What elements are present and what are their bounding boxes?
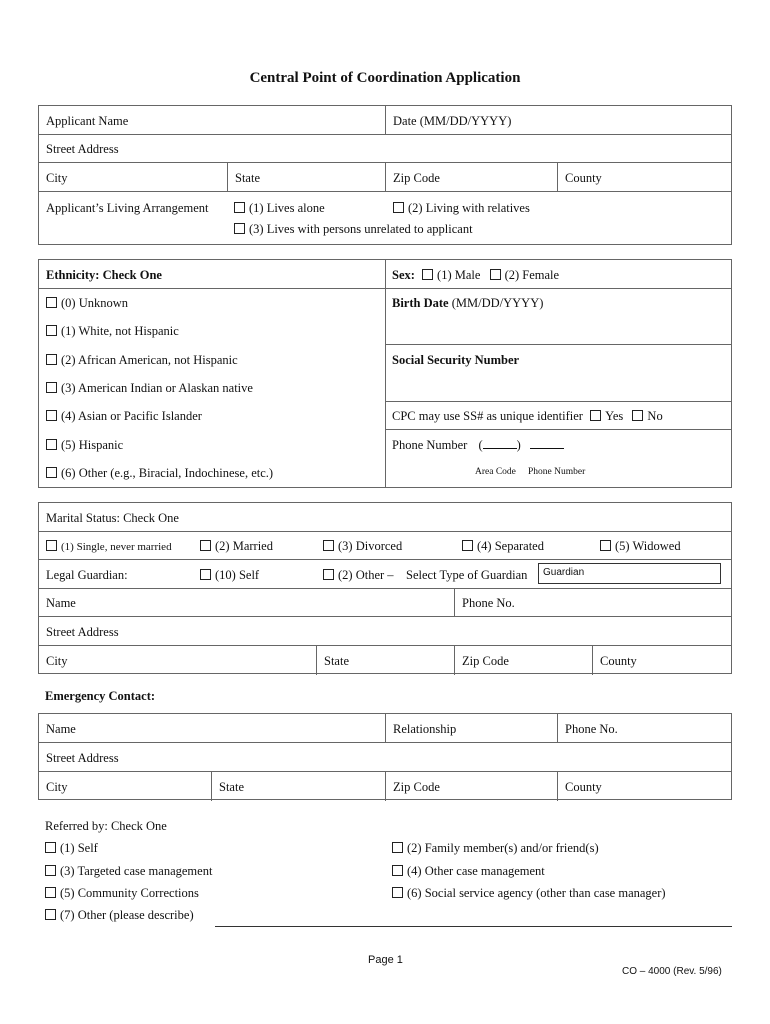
checkbox[interactable] xyxy=(392,865,403,876)
emergency-name-cell[interactable] xyxy=(39,714,385,742)
guardian-type-label: Select Type of Guardian xyxy=(406,568,528,582)
applicant-state-label: State xyxy=(235,171,260,185)
living-option-alone[interactable]: (1) Lives alone xyxy=(234,201,325,216)
applicant-name-row xyxy=(39,106,731,135)
emergency-contact-section xyxy=(38,713,732,800)
applicant-county-cell[interactable] xyxy=(557,163,731,191)
ethnicity-option-american-indian[interactable]: (3) American Indian or Alaskan native xyxy=(46,381,253,396)
checkbox[interactable] xyxy=(392,842,403,853)
applicant-city-row xyxy=(39,163,731,192)
row-divider xyxy=(385,429,731,430)
living-option-relatives[interactable]: (2) Living with relatives xyxy=(393,201,530,216)
ethnicity-heading: Ethnicity: Check One xyxy=(46,268,162,282)
phone-number-blank[interactable] xyxy=(530,448,564,449)
marital-option-separated[interactable]: (4) Separated xyxy=(462,539,544,554)
guardian-city-label: City xyxy=(46,654,68,668)
checkbox[interactable] xyxy=(392,887,403,898)
checkbox[interactable] xyxy=(234,202,245,213)
checkbox[interactable] xyxy=(46,439,57,450)
checkbox[interactable] xyxy=(590,410,601,421)
checkbox[interactable] xyxy=(200,569,211,580)
applicant-zip-label: Zip Code xyxy=(393,171,440,185)
applicant-date-cell[interactable] xyxy=(385,106,731,134)
guardian-state-label: State xyxy=(324,654,349,668)
marital-option-divorced[interactable]: (3) Divorced xyxy=(323,539,402,554)
marital-heading: Marital Status: Check One xyxy=(46,511,179,525)
checkbox[interactable] xyxy=(45,865,56,876)
checkbox[interactable] xyxy=(323,540,334,551)
referred-option-targeted-case[interactable]: (3) Targeted case management xyxy=(45,864,212,879)
emergency-state-cell[interactable] xyxy=(211,772,385,801)
marital-options-row xyxy=(39,532,731,560)
referred-option-other-case[interactable]: (4) Other case management xyxy=(392,864,545,879)
emergency-phone-cell[interactable] xyxy=(557,714,731,742)
marital-option-married[interactable]: (2) Married xyxy=(200,539,273,554)
checkbox[interactable] xyxy=(46,467,57,478)
emergency-contact-heading: Emergency Contact: xyxy=(45,689,156,703)
guardian-city-row xyxy=(39,646,731,675)
legal-guardian-label: Legal Guardian: xyxy=(46,568,128,582)
checkbox[interactable] xyxy=(46,354,57,365)
ssn-label: Social Security Number xyxy=(392,353,520,367)
guardian-street-label: Street Address xyxy=(46,625,119,639)
checkbox[interactable] xyxy=(490,269,501,280)
applicant-date-label: Date (MM/DD/YYYY) xyxy=(393,114,512,128)
ethnicity-option-asian[interactable]: (4) Asian or Pacific Islander xyxy=(46,409,202,424)
marital-option-single[interactable]: (1) Single, never married xyxy=(46,539,172,554)
guardian-zip-cell[interactable] xyxy=(454,646,592,675)
emergency-name-label: Name xyxy=(46,722,76,736)
guardian-name-cell[interactable] xyxy=(39,589,454,616)
sex-option-male[interactable]: (1) Male xyxy=(422,268,480,282)
referred-option-social-service[interactable]: (6) Social service agency (other than case manager) xyxy=(392,886,666,901)
checkbox[interactable] xyxy=(46,410,57,421)
guardian-phone-cell[interactable] xyxy=(454,589,731,616)
emergency-name-row xyxy=(39,714,731,743)
living-option-unrelated[interactable]: (3) Lives with persons unrelated to applicant xyxy=(234,222,473,237)
checkbox[interactable] xyxy=(45,887,56,898)
emergency-relationship-cell[interactable] xyxy=(385,714,557,742)
ethnicity-option-hispanic[interactable]: (5) Hispanic xyxy=(46,438,123,453)
phone-label: Phone Number xyxy=(392,438,468,452)
sex-option-female[interactable]: (2) Female xyxy=(490,268,560,282)
checkbox[interactable] xyxy=(45,909,56,920)
row-divider xyxy=(385,344,731,345)
birth-date-label: Birth Date xyxy=(392,296,449,310)
phone-field[interactable] xyxy=(392,438,564,453)
emergency-street-label: Street Address xyxy=(46,751,119,765)
guardian-county-label: County xyxy=(600,654,637,668)
checkbox[interactable] xyxy=(46,540,57,551)
referred-option-corrections[interactable]: (5) Community Corrections xyxy=(45,886,199,901)
emergency-state-label: State xyxy=(219,780,244,794)
emergency-county-cell[interactable] xyxy=(557,772,731,801)
guardian-street-row[interactable] xyxy=(39,617,731,646)
checkbox[interactable] xyxy=(632,410,643,421)
applicant-name-label: Applicant Name xyxy=(46,114,129,128)
guardian-city-cell[interactable] xyxy=(39,646,316,675)
emergency-zip-label: Zip Code xyxy=(393,780,440,794)
marital-heading-row xyxy=(39,503,731,532)
form-title: Central Point of Coordination Application xyxy=(249,70,521,86)
column-divider xyxy=(385,260,386,487)
living-arrangement-row xyxy=(39,192,731,246)
checkbox[interactable] xyxy=(46,297,57,308)
marital-option-widowed[interactable]: (5) Widowed xyxy=(600,539,681,554)
guardian-zip-label: Zip Code xyxy=(462,654,509,668)
cpc-option-yes[interactable]: Yes xyxy=(590,409,623,423)
checkbox[interactable] xyxy=(462,540,473,551)
sex-label: Sex: xyxy=(392,268,415,282)
legal-guardian-row xyxy=(39,560,731,589)
checkbox[interactable] xyxy=(393,202,404,213)
guardian-name-label: Name xyxy=(46,596,76,610)
checkbox[interactable] xyxy=(45,842,56,853)
guardian-option-self[interactable]: (10) Self xyxy=(200,568,259,583)
emergency-city-cell[interactable] xyxy=(39,772,211,801)
ethnicity-section xyxy=(38,259,732,488)
guardian-type-select[interactable]: Guardian xyxy=(538,563,721,584)
living-arrangement-label: Applicant’s Living Arrangement xyxy=(46,201,209,215)
row-divider xyxy=(385,401,731,402)
birth-date-format: (MM/DD/YYYY) xyxy=(451,296,544,310)
emergency-street-row[interactable] xyxy=(39,743,731,772)
emergency-city-label: City xyxy=(46,780,68,794)
applicant-county-label: County xyxy=(565,171,602,185)
applicant-street-label: Street Address xyxy=(46,142,119,156)
ethnicity-option-african-american[interactable]: (2) African American, not Hispanic xyxy=(46,353,238,368)
other-description-line[interactable] xyxy=(215,926,732,927)
emergency-county-label: County xyxy=(565,780,602,794)
birth-date-field[interactable] xyxy=(392,296,543,311)
applicant-street-row[interactable] xyxy=(39,135,731,163)
form-id: CO – 4000 (Rev. 5/96) xyxy=(622,966,722,977)
page-number: Page 1 xyxy=(368,954,403,966)
guardian-state-cell[interactable] xyxy=(316,646,454,675)
ethnicity-option-other[interactable]: (6) Other (e.g., Biracial, Indochinese, etc.) xyxy=(46,466,273,481)
row-divider xyxy=(39,288,731,289)
emergency-zip-cell[interactable] xyxy=(385,772,557,801)
guardian-county-cell[interactable] xyxy=(592,646,731,675)
guardian-option-other[interactable]: (2) Other – xyxy=(323,568,394,583)
ethnicity-option-white[interactable]: (1) White, not Hispanic xyxy=(46,324,179,339)
checkbox[interactable] xyxy=(422,269,433,280)
referred-option-self[interactable]: (1) Self xyxy=(45,841,98,856)
checkbox[interactable] xyxy=(46,325,57,336)
referred-by-heading: Referred by: Check One xyxy=(45,819,167,833)
phone-paren-open: ( xyxy=(478,438,483,452)
cpc-ssn-field xyxy=(392,409,663,424)
emergency-city-row xyxy=(39,772,731,801)
area-code-caption: Area Code xyxy=(475,467,516,477)
phone-paren-close: ) xyxy=(516,438,521,452)
sex-field xyxy=(392,268,559,283)
marital-guardian-section xyxy=(38,502,732,674)
applicant-section xyxy=(38,105,732,245)
checkbox[interactable] xyxy=(234,223,245,234)
checkbox[interactable] xyxy=(46,382,57,393)
referred-option-other[interactable]: (7) Other (please describe) xyxy=(45,908,194,923)
checkbox[interactable] xyxy=(600,540,611,551)
checkbox[interactable] xyxy=(200,540,211,551)
ethnicity-option-unknown[interactable]: (0) Unknown xyxy=(46,296,128,311)
area-code-blank[interactable] xyxy=(483,448,517,449)
applicant-state-cell[interactable] xyxy=(227,163,385,191)
applicant-name-cell[interactable] xyxy=(39,106,385,134)
guardian-name-row xyxy=(39,589,731,617)
phone-number-caption: Phone Number xyxy=(528,467,586,477)
applicant-zip-cell[interactable] xyxy=(385,163,557,191)
referred-option-family[interactable]: (2) Family member(s) and/or friend(s) xyxy=(392,841,599,856)
cpc-option-no[interactable]: No xyxy=(632,409,662,423)
emergency-phone-label: Phone No. xyxy=(565,722,618,736)
guardian-phone-label: Phone No. xyxy=(462,596,515,610)
cpc-ssn-label: CPC may use SS# as unique identifier xyxy=(392,409,583,423)
applicant-city-label: City xyxy=(46,171,68,185)
emergency-relationship-label: Relationship xyxy=(393,722,457,736)
applicant-city-cell[interactable] xyxy=(39,163,227,191)
checkbox[interactable] xyxy=(323,569,334,580)
